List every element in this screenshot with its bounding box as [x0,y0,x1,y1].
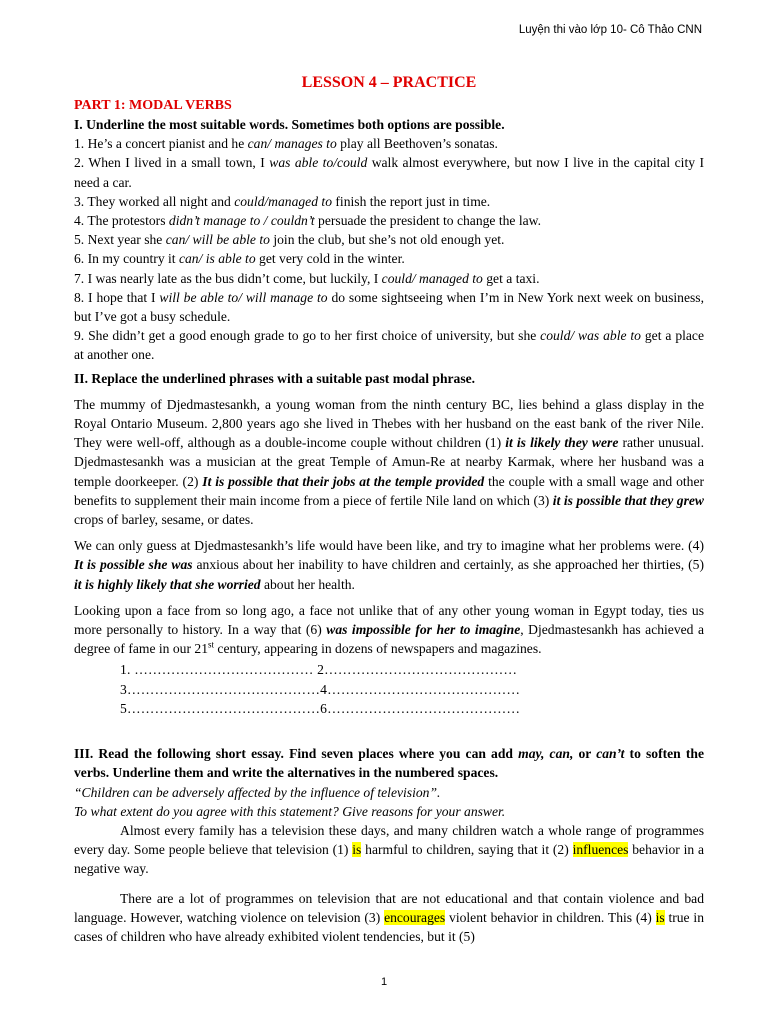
exercise-item: 1. He’s a concert pianist and he can/ manages to play all Beethoven’s sonatas. [74,136,498,152]
section-2-paragraph: The mummy of Djedmastesankh, a young woman from the ninth century BC, lies behind a glass display in the Royal Ontario Museum. 2,800 years ago she lived in Thebes with her husband on the east bank of the river Nile. They were well-off, although as a double-income couple without children (1) it is likely they were rather unusual. Djedmastesankh was a musician at the great Temple of Amun-Re at nearby Karmak, where her husband was a temple doorkeeper. (2) It is possible that their jobs at the temple provided the couple with a small wage and other benefits to supplement their main income from a piece of fertile Nile land on which (3) it is possible that they grew crops of barley, sesame, or dates. [74,396,705,528]
section-3-instruction: III. Read the following short essay. Find seven places where you can add may, can, or can’t to soften the verbs. Underline them and write the alternatives in the numbered spaces. [74,746,704,781]
page-title: LESSON 4 – PRACTICE [301,74,477,91]
exercise-item: 5. Next year she can/ will be able to join the club, but she’s not old enough yet. [74,232,505,248]
document-body [74,72,704,946]
essay-paragraph: Almost every family has a television these days, and many children watch a whole range of programmes every day. Some people believe that television (1) is harmful to children, saying that it (2) influences behavior in a negative way. [74,822,704,877]
essay-question: To what extent do you agree with this statement? Give reasons for your answer. [74,803,506,819]
part-heading: PART 1: MODAL VERBS [74,98,232,113]
essay-paragraph: There are a lot of programmes on television that are not educational and that contain violence and bad language. However, watching violence on television (3) encourages violent behavior in children. This (4) is true in cases of children who have already exhibited violent tendencies, but it (5) [74,890,704,944]
answer-blanks [74,660,704,718]
section-1-items [74,134,704,364]
answer-blank-line[interactable]: 1. ………………………………… 2…………………………………… [120,662,518,678]
exercise-item: 6. In my country it can/ is able to get very cold in the winter. [74,251,405,267]
page-number: 1 [380,976,388,988]
highlighted-verb: encourages [384,909,446,925]
exercise-item: 4. The protestors didn’t manage to / couldn’t persuade the president to change the law. [74,213,542,229]
section-2-paragraph: Looking upon a face from so long ago, a face not unlike that of any other young woman in Egypt today, ties us more personally to history. In a way that (6) was impossible for her to imagine, Djedmastesankh has achieved a degree of fame in our 21st century, appearing in dozens of newspapers and magazines. [74,602,705,657]
section-1-instruction: I. Underline the most suitable words. Sometimes both options are possible. [74,117,505,132]
answer-blank-line[interactable]: 5……………………………………6…………………………………… [120,700,521,716]
section-2-instruction: II. Replace the underlined phrases with a suitable past modal phrase. [74,370,476,386]
exercise-item: 2. When I lived in a small town, I was able to/could walk almost everywhere, but now I live in the capital city I need a car. [74,155,704,190]
exercise-item: 3. They worked all night and could/managed to finish the report just in time. [74,193,491,209]
answer-blank-line[interactable]: 3……………………………………4…………………………………… [120,681,521,697]
exercise-item: 8. I hope that I will be able to/ will manage to do some sightseeing when I’m in New York next week on business, but I’ve got a busy schedule. [74,289,704,325]
highlighted-verb: is [352,842,362,858]
exercise-item: 9. She didn’t get a good enough grade to go to her first choice of university, but she could/ was able to get a place at another one. [74,328,704,363]
exercise-item: 7. I was nearly late as the bus didn’t come, but luckily, I could/ managed to get a taxi. [74,270,540,286]
highlighted-verb: influences [572,842,629,858]
section-2-paragraph: We can only guess at Djedmastesankh’s life would have been like, and try to imagine what her problems were. (4) It is possible she was anxious about her inability to have children and certainly, as she approached her thirties, (5) it is highly likely that she worried about her health. [74,538,704,592]
highlighted-verb: is [655,909,665,925]
page-header: Luyện thi vào lớp 10- Cô Thảo CNN [518,24,702,36]
essay-quote: “Children can be adversely affected by the influence of television”. [74,784,441,800]
